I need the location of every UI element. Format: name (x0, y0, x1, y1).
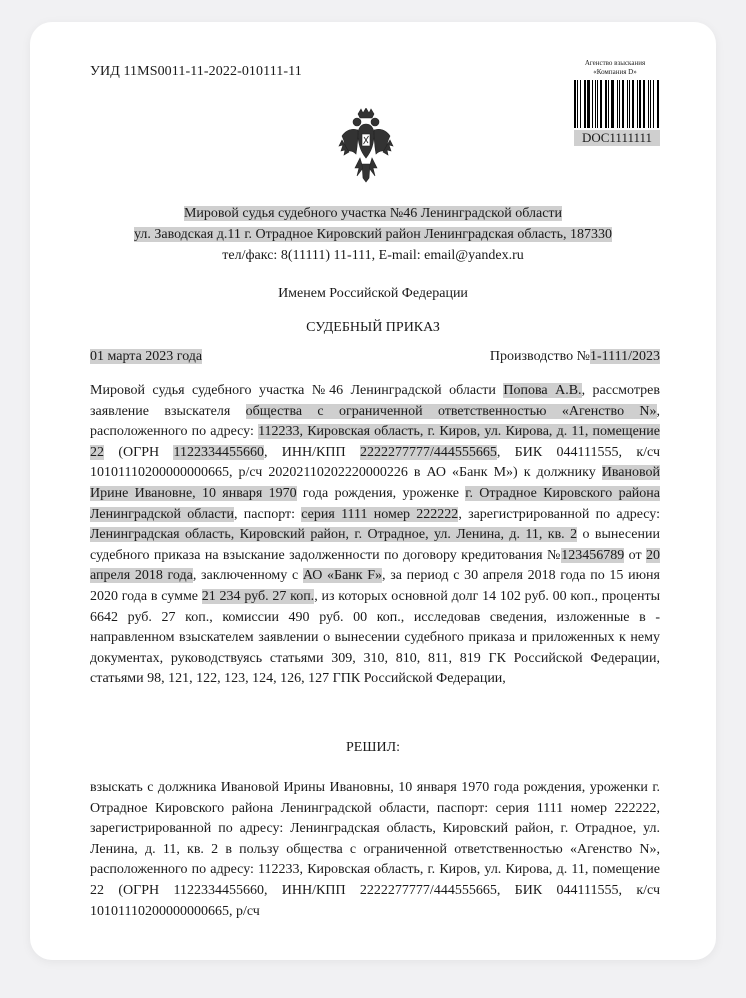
court-name: Мировой судья судебного участка №46 Ленинградской области (183, 206, 563, 221)
body-text: о вынесении судебного приказа на взыскание задолженности по договору кредитования № (90, 527, 660, 563)
inn-kpp-number: 2222277777/444555665 (359, 444, 497, 460)
body-text: Мировой судья судебного участка №46 Ленинградской области (90, 383, 504, 398)
decided-heading: РЕШИЛ: (346, 740, 400, 755)
coat-of-arms-icon (338, 108, 394, 186)
order-body-paragraph (90, 381, 660, 690)
body-text: (ОГРН (104, 444, 174, 460)
body-text: , паспорт: (234, 506, 302, 522)
order-date: 01 марта 2023 года (90, 349, 203, 364)
body-text: , рассмотрев заявление взыскателя (90, 383, 660, 419)
in-name-of-federation: Именем Российской Федерации (278, 286, 468, 301)
body-text: , зарегистрированной по адресу: (458, 506, 660, 522)
body-text: года рождения, уроженке (296, 485, 466, 501)
proceeding-line (490, 349, 660, 365)
debtor-birthplace: г. Отрадное Кировского района Ленинградской области (90, 485, 660, 522)
claimant-address: 112233, Кировская область, г. Киров, ул. Кирова, д. 11, помещение 22 (90, 424, 660, 460)
document-page (30, 22, 716, 960)
court-address: ул. Заводская д.11 г. Отрадное Кировский район Ленинградская область, 187330 (133, 227, 613, 242)
debt-amount: 21 234 руб. 27 коп. (201, 588, 315, 604)
agency-line-1: Агенство взыскания (584, 59, 646, 67)
body-text: , БИК 044111555, к/сч 10101110200000000665, р/сч 20202110202220000226 в АО «Банк М») к должнику (90, 444, 660, 481)
ogrn-number: 1122334455660 (173, 444, 264, 460)
contract-number: 123456789 (561, 547, 625, 563)
debtor-address: Ленинградская область, Кировский район, г. Отрадное, ул. Ленина, д. 11, кв. 2 (90, 527, 578, 543)
judge-name: Попова А.В. (503, 383, 582, 398)
barcode-icon (574, 80, 660, 128)
order-date-line (90, 349, 202, 365)
agency-label (570, 59, 660, 77)
proceeding-number: 1-1111/2023 (590, 349, 660, 364)
document-number: DOC1111111 (574, 130, 660, 146)
document-title: СУДЕБНЫЙ ПРИКАЗ (306, 320, 440, 335)
claimant-name: общества с ограниченной ответственностью «Агенство N» (245, 403, 657, 419)
agency-line-2: «Компания D» (593, 68, 637, 76)
bank-name: АО «Банк F» (302, 568, 383, 584)
body-text: , заключенному с (192, 568, 303, 584)
body-text: , из которых основной долг 14 102 руб. 00 коп., проценты 6642 руб. 27 коп., комиссии 490 руб. 00 коп., исследовав сведения, изложенные в - направленном взыскателем заявлении о вынесении судебного приказа и приложенных к нему документах, руководствуясь статьями 309, 310, 810, 811, 819 ГК Российской Федерации, статьями 98, 121, 122, 123, 124, 126, 127 ГПК Российской Федерации, (90, 588, 660, 687)
decision-paragraph: взыскать с должника Ивановой Ирины Ивановны, 10 января 1970 года рождения, уроженки г. Отрадное Кировского района Ленинградской области, паспорт: серия 1111 номер 222222, зарегистрированной по адресу: Ленинградская область, Кировский район, г. Отрадное, ул. Ленина, д. 11, кв. 2 в пользу общества с ограниченной ответственностью «Агенство N», расположенного по адресу: 112233, Кировская область, г. Киров, ул. Кирова, д. 11, помещение 22 (ОГРН 1122334455660, ИНН/КПП 2222277777/444555665, БИК 044111555, к/сч 10101110200000000665, р/сч (90, 780, 660, 919)
proceeding-label: Производство № (489, 349, 590, 364)
body-text: , ИНН/КПП (263, 444, 360, 460)
body-text: от (624, 547, 646, 563)
contract-date: 20 апреля 2018 года (90, 547, 660, 584)
passport-data: серия 1111 номер 222222 (301, 506, 459, 522)
body-text: , за период с 30 апреля 2018 года по 15 июня 2020 года в сумме (90, 568, 660, 604)
debtor-name: Ивановой Ирине Ивановне, 10 января 1970 (90, 465, 660, 501)
court-contacts: тел/факс: 8(11111) 11-111, E-mail: email@yandex.ru (222, 248, 524, 263)
body-text: , расположенного по адресу: (90, 403, 661, 440)
court-name-line (30, 206, 716, 222)
court-address-line (30, 227, 716, 243)
uid-number: УИД 11MS0011-11-2022-010111-11 (90, 64, 302, 79)
